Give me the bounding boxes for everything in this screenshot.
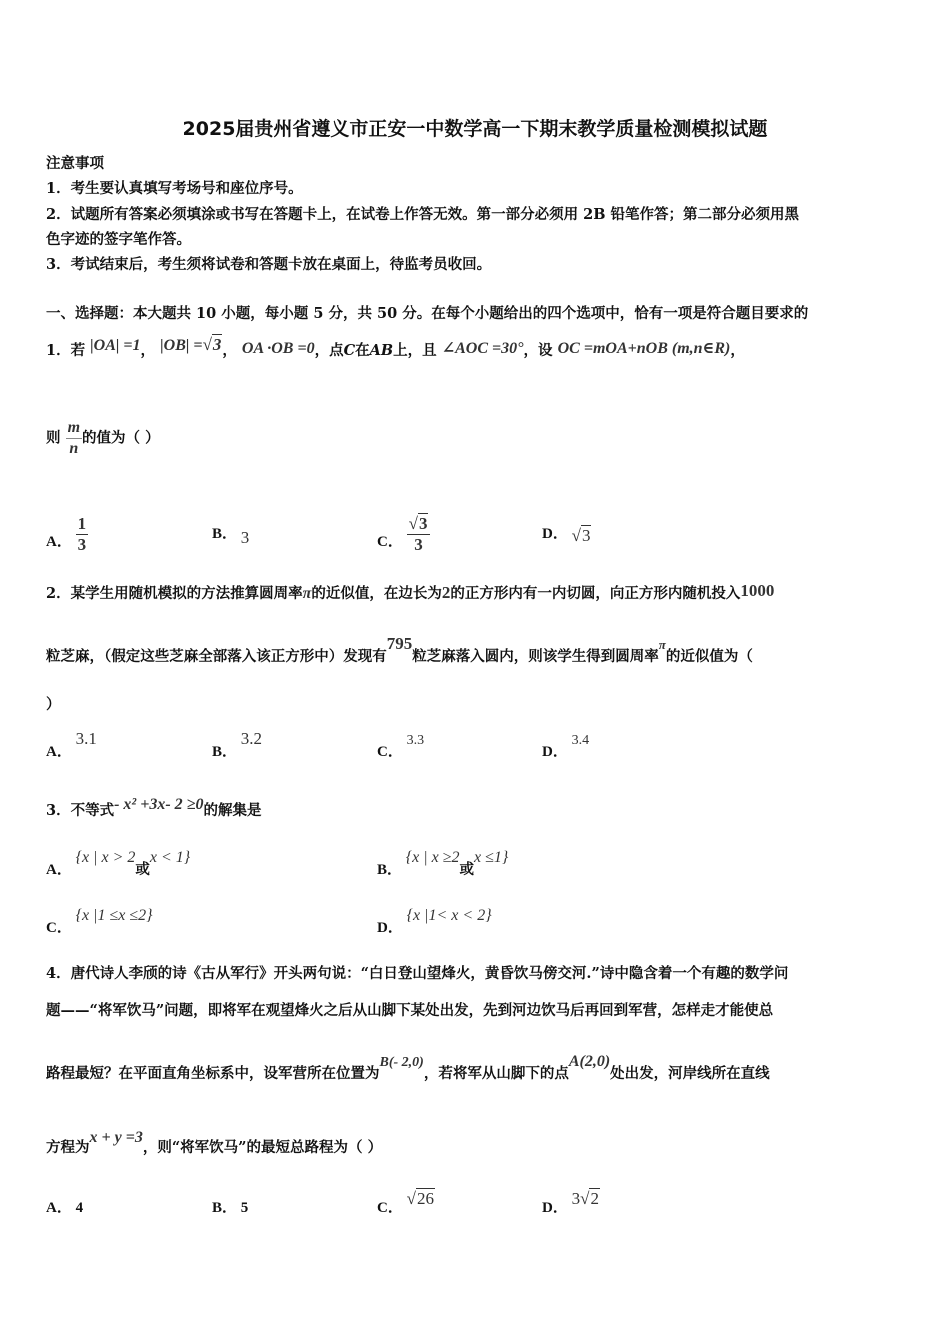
q1-option-c-den: 3 — [414, 535, 423, 554]
q1-option-a-label: A． — [46, 533, 72, 550]
q1-option-a[interactable] — [46, 514, 88, 563]
q2-pi-1: π — [302, 585, 312, 602]
q4-option-d-coef: 3 — [571, 1189, 581, 1208]
q2-option-b[interactable] — [212, 729, 263, 761]
q3-option-a-label: A． — [46, 862, 72, 878]
q1-text-comma: ， — [730, 342, 745, 359]
q1-option-b-label: B． — [212, 526, 238, 542]
page-title: 2025届贵州省遵义市正安一中数学高一下期末教学质量检测模拟试题 — [182, 118, 768, 140]
q1-option-b[interactable] — [212, 522, 250, 547]
notice-item-2: 2．试题所有答案必须填涂或书写在答题卡上，在试卷上作答无效。第一部分必须用 2B 铅笔作答；第二部分必须用黑 — [46, 206, 800, 223]
q2-option-d[interactable] — [542, 733, 590, 761]
q1-stem — [46, 335, 745, 360]
q3-option-b[interactable] — [377, 849, 509, 879]
q3-option-a-rest: x < 1} — [149, 849, 191, 866]
q2-option-b-value: 3.2 — [240, 729, 263, 748]
q1-text-shang: 上，且 — [393, 342, 437, 359]
q4-option-c-label: C． — [377, 1200, 403, 1216]
q2-text-2c: 的近似值为（ — [665, 648, 753, 665]
q1-option-d[interactable] — [542, 522, 591, 543]
q2-line-2 — [46, 634, 753, 666]
notice-item-3: 3．考试结束后，考生须将试卷和答题卡放在桌面上，待监考员收回。 — [46, 256, 492, 273]
q1-cond-ob — [160, 337, 222, 354]
q1-text-dian: ，点 — [314, 342, 344, 359]
q4-text-4b: ，则“将军饮马”的最短总路程为（ ） — [142, 1139, 383, 1156]
q3-option-b-set: {x | x ≥2 — [405, 849, 460, 866]
q1-option-c-label: C． — [377, 533, 403, 550]
q1-text-she: ，设 — [523, 342, 553, 359]
q4-line-2: 题——“将军饮马”问题，即将军在观望烽火之后从山脚下某处出发，先到河边饮马后再回到军营，怎样走才能使总 — [46, 1002, 774, 1019]
q4-option-d-label: D． — [542, 1200, 568, 1216]
q2-text-2a: 粒芝麻，（假定这些芝麻全部落入该正方形中）发现有 — [46, 648, 387, 665]
q2-line-3: ） — [46, 696, 61, 713]
sqrt-sign: √3 — [408, 514, 428, 533]
q4-line-3 — [46, 1053, 770, 1083]
q4-option-a[interactable] — [46, 1196, 83, 1217]
q3-stem — [46, 796, 262, 820]
q1-option-a-num: 1 — [77, 514, 87, 533]
q1-frac-num: m — [66, 418, 82, 439]
q3-option-b-rest: x ≤1} — [474, 849, 509, 866]
q1-text-zai: 在 — [355, 342, 370, 359]
q1-text-value: 的值为（ ） — [82, 429, 160, 447]
q3-option-a-set: {x | x > 2 — [75, 849, 136, 866]
q4-option-b-label: B． — [212, 1200, 238, 1216]
notice-item-1: 1．考生要认真填写考场号和座位序号。 — [46, 180, 303, 197]
q1-cond-ob-radicand: 3 — [212, 335, 222, 354]
q2-text-1a: 2．某学生用随机模拟的方法推算圆周率 — [46, 585, 303, 602]
notice-heading: 注意事项 — [46, 155, 104, 172]
q4-option-a-value: 4 — [75, 1200, 84, 1216]
q2-pi-2: π — [658, 637, 666, 652]
q2-text-1c: 的正方形内有一内切圆，向正方形内随机投入 — [450, 585, 741, 602]
q2-inside-count: 795 — [386, 634, 413, 653]
q1-option-c-fraction — [407, 514, 431, 555]
q3-option-b-label: B． — [377, 862, 403, 878]
q2-option-b-label: B． — [212, 744, 238, 760]
q2-option-c-label: C． — [377, 744, 403, 760]
q4-option-d-radicand: 2 — [590, 1189, 599, 1208]
q1-option-b-value: 3 — [240, 528, 250, 547]
q4-line-4 — [46, 1129, 383, 1157]
q1-question — [46, 418, 160, 459]
q4-point-b: B(- 2,0) — [379, 1055, 424, 1070]
q3-option-c-set: {x |1 ≤x ≤2} — [75, 907, 153, 924]
q3-option-c-label: C． — [46, 920, 72, 936]
q4-option-b-value: 5 — [240, 1200, 249, 1216]
q2-option-c-value: 3.3 — [406, 733, 425, 748]
q1-point-c: C — [343, 342, 356, 359]
q1-text-ze: 则 — [46, 429, 61, 447]
q3-inequality: - x² +3x- 2 ≥0 — [114, 796, 204, 813]
q1-sep1: ， — [140, 342, 156, 359]
q4-text-3b: ，若将军从山脚下的点 — [423, 1065, 569, 1082]
q1-cond-dot: OA ·OB =0 — [241, 340, 315, 357]
q1-cond-oc: OC =mOA+nOB (m,n∈R) — [557, 340, 731, 357]
q4-option-d-value: 3√2 — [571, 1189, 599, 1208]
q2-text-2b: 粒芝麻落入圆内，则该学生得到圆周率 — [412, 648, 659, 665]
q1-option-a-fraction — [76, 514, 89, 555]
sqrt-sign: √3 — [571, 526, 591, 545]
q4-text-3c: 处出发，河岸线所在直线 — [610, 1065, 770, 1082]
q3-text-a: 3．不等式 — [46, 802, 115, 819]
q4-option-c-radicand: 26 — [416, 1189, 434, 1208]
q2-option-a-value: 3.1 — [75, 729, 97, 748]
q1-option-c-radicand: 3 — [418, 514, 428, 533]
sqrt-sign: √26 — [406, 1189, 434, 1208]
q1-segment-ab: AB — [369, 342, 394, 359]
q4-line-1: 4．唐代诗人李颀的诗《古从军行》开头两句说：“白日登山望烽火，黄昏饮马傍交河.”诗中隐含着一个有趣的数学问 — [46, 965, 789, 982]
section-heading: 一、选择题：本大题共 10 小题，每小题 5 分，共 50 分。在每个小题给出的四个选项中，恰有一项是符合题目要求的 — [46, 305, 809, 322]
q1-option-d-label: D． — [542, 526, 568, 542]
q2-option-c[interactable] — [377, 733, 425, 761]
q2-option-d-value: 3.4 — [571, 733, 590, 748]
q4-option-d[interactable] — [542, 1189, 600, 1217]
q4-point-a: A(2,0) — [568, 1053, 611, 1070]
q4-option-a-label: A． — [46, 1200, 72, 1216]
q1-sep2: ， — [222, 342, 237, 359]
q4-option-c[interactable] — [377, 1189, 435, 1217]
sqrt-sign: √3 — [202, 335, 222, 354]
q4-text-3a: 路程最短？在平面直角坐标系中，设军营所在位置为 — [46, 1065, 380, 1082]
q2-side-length: 2 — [441, 583, 451, 602]
q2-text-1b: 的近似值，在边长为 — [311, 585, 442, 602]
q1-number: 1．若 — [46, 342, 86, 359]
q2-option-d-label: D． — [542, 744, 568, 760]
q1-cond-angle: ∠AOC =30° — [441, 340, 524, 357]
q2-line-1 — [46, 582, 774, 603]
q3-option-c[interactable] — [46, 907, 153, 937]
q1-cond-ob-lhs: |OB| = — [160, 337, 203, 354]
q4-option-b[interactable] — [212, 1196, 248, 1217]
q1-fraction-m-n — [66, 418, 82, 459]
q4-river-equation: x + y =3 — [89, 1129, 143, 1146]
q2-total-count: 1000 — [740, 581, 775, 600]
q2-option-a[interactable] — [46, 729, 97, 761]
q3-option-a[interactable] — [46, 849, 191, 879]
notice-item-2-cont: 色字迹的签字笔作答。 — [46, 231, 191, 248]
q1-option-d-radicand: 3 — [581, 526, 591, 545]
q1-option-c[interactable] — [377, 514, 430, 563]
q1-cond-oa: |OA| =1 — [90, 337, 141, 354]
q2-option-a-label: A． — [46, 744, 72, 760]
q1-option-c-num — [407, 514, 431, 535]
q3-option-a-or: 或 — [135, 862, 150, 878]
q3-option-d-label: D． — [377, 920, 403, 936]
q1-option-a-den: 3 — [77, 535, 87, 554]
q3-option-d-set: {x |1< x < 2} — [406, 907, 492, 924]
q4-text-4a: 方程为 — [46, 1139, 90, 1156]
q3-option-b-or: 或 — [459, 862, 475, 878]
q1-frac-den: n — [69, 440, 79, 457]
q3-option-d[interactable] — [377, 907, 492, 937]
q3-text-b: 的解集是 — [203, 802, 262, 819]
